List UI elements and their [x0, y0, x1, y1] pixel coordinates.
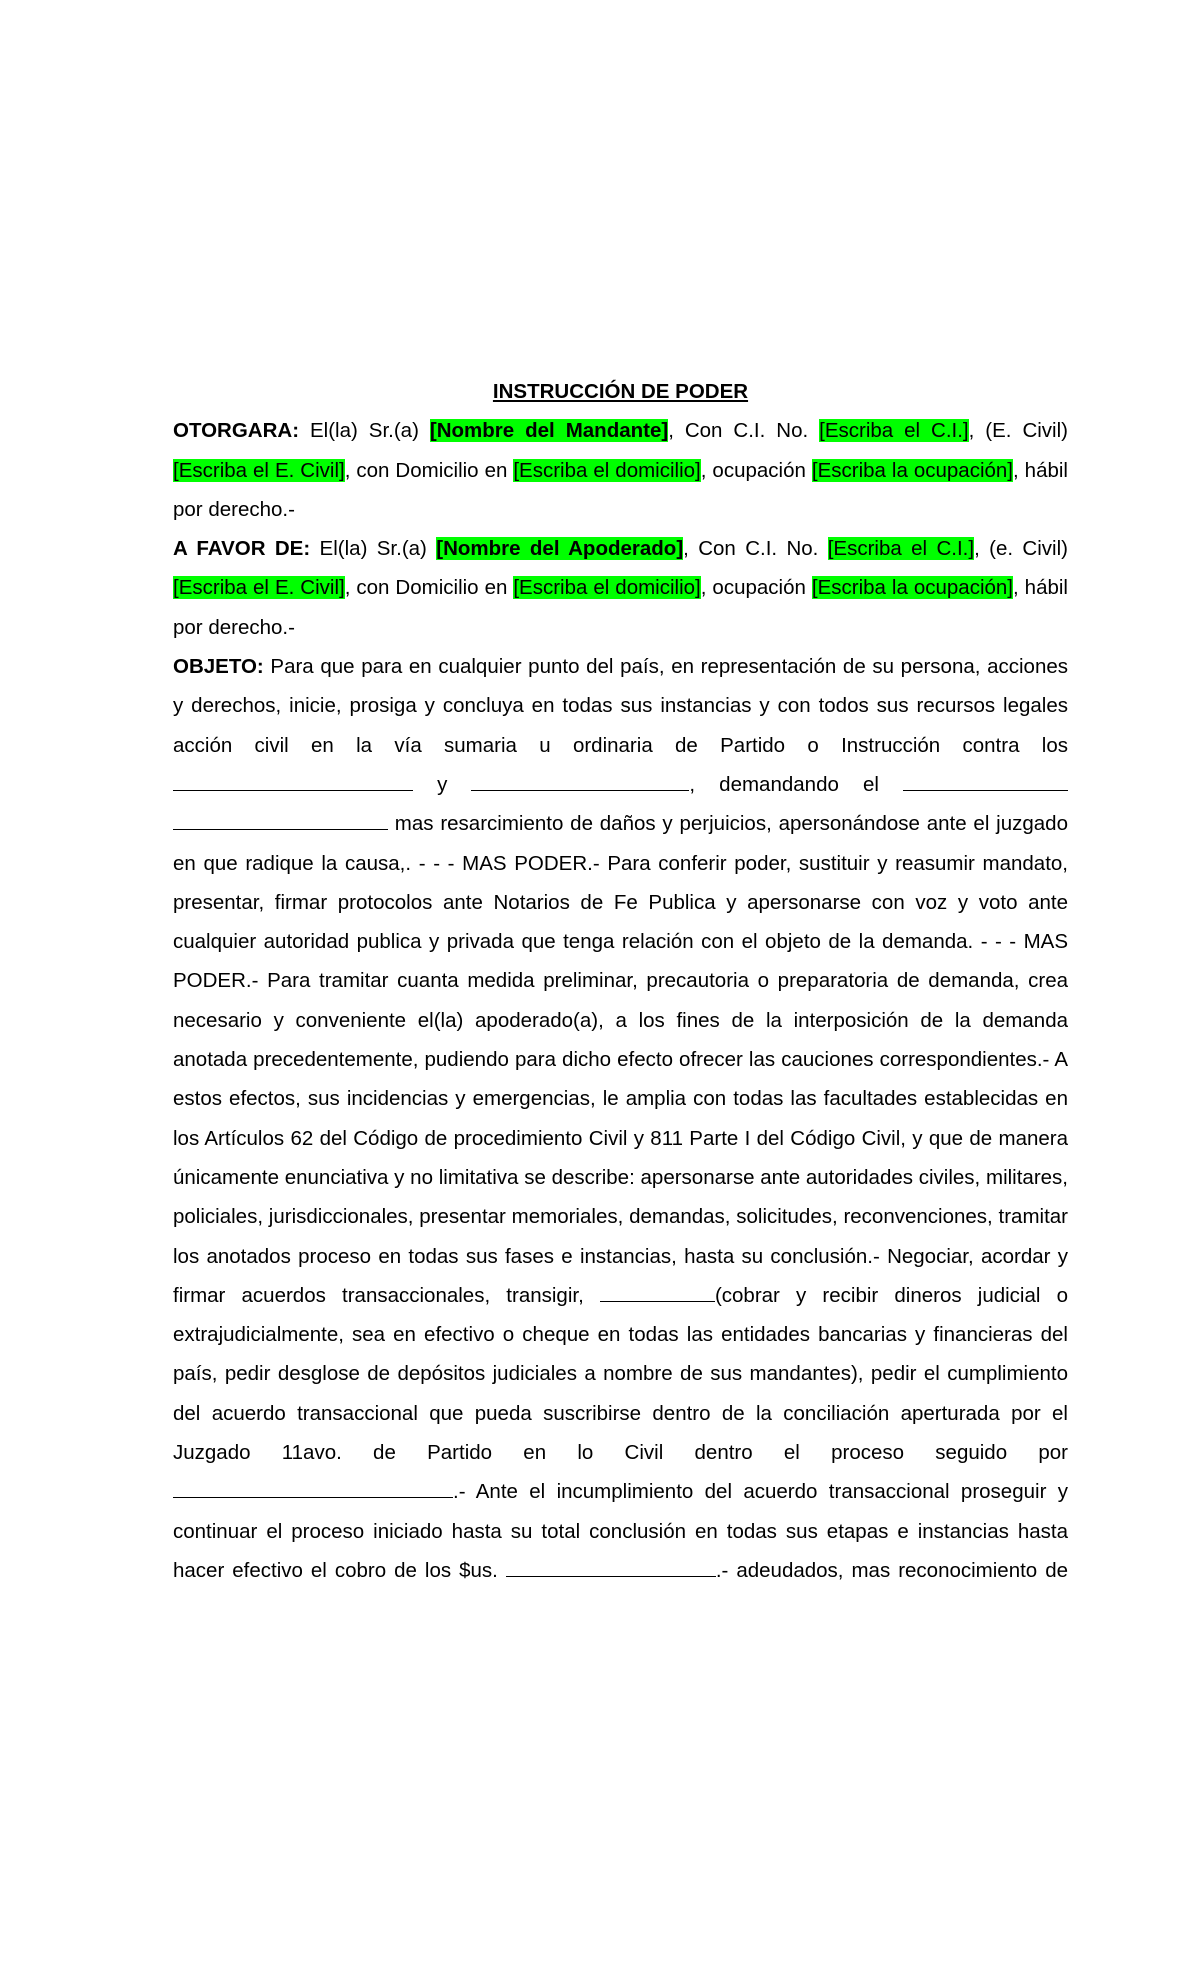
- text-run: , (E. Civil): [968, 419, 1068, 443]
- blank-demandado-2[interactable]: [471, 772, 689, 791]
- text-run: , hábil por derecho.-: [173, 576, 1068, 639]
- text-run: , Con C.I. No.: [683, 537, 828, 561]
- otorgara-label: OTORGARA:: [173, 419, 300, 443]
- otorgara-paragraph: [173, 411, 1068, 529]
- objeto-label: OBJETO:: [173, 655, 264, 679]
- mandante-civil-field[interactable]: [Escriba el E. Civil]: [173, 458, 345, 482]
- text-run: .- Ante el incumplimiento del acuerdo transaccional proseguir y continuar el proceso iniciado hasta su total conclusión en todas sus etapas e instancias hasta hacer efectivo el cobro de los $us.: [173, 1480, 1068, 1582]
- text-run: , con Domicilio en: [344, 576, 514, 600]
- apoderado-ci-field[interactable]: [Escriba el C.I.]: [827, 537, 975, 561]
- blank-transigir[interactable]: [600, 1283, 715, 1302]
- text-run: , ocupación: [700, 576, 812, 600]
- apoderado-ocupacion-field[interactable]: [Escriba la ocupación]: [811, 576, 1013, 600]
- text-run: (cobrar y recibir dineros judicial o extrajudicialmente, sea en efectivo o cheque en todas las entidades bancarias y financieras del país, pedir desglose de depósitos judiciales a nombre de sus mandantes), pedir el cumplimiento del acuerdo transaccional que pueda suscribirse dentro de la conciliación aperturada por el Juzgado 11avo. de Partido en lo Civil dentro el proceso seguido por: [173, 1283, 1068, 1465]
- blank-monto[interactable]: [506, 1558, 716, 1577]
- text-run: , hábil por derecho.-: [173, 458, 1068, 521]
- blank-demandado-1[interactable]: [173, 772, 413, 791]
- mandante-name-field[interactable]: [Nombre del Mandante]: [429, 419, 669, 443]
- favor-paragraph: [173, 529, 1068, 647]
- text-run: , con Domicilio en: [344, 458, 514, 482]
- text-run: El(la) Sr.(a): [299, 419, 430, 443]
- blank-demanda-2[interactable]: [173, 811, 388, 830]
- apoderado-name-field[interactable]: [Nombre del Apoderado]: [436, 537, 684, 561]
- blank-proceso[interactable]: [173, 1479, 453, 1498]
- text-run: El(la) Sr.(a): [310, 537, 437, 561]
- mandante-ocupacion-field[interactable]: [Escriba la ocupación]: [811, 458, 1013, 482]
- blank-demanda-1[interactable]: [903, 772, 1068, 791]
- text-run: , ocupación: [700, 458, 812, 482]
- text-run: , Con C.I. No.: [668, 419, 820, 443]
- text-run: , demandando el: [689, 772, 903, 796]
- text-run: mas resarcimiento de daños y perjuicios, apersonándose ante el juzgado en que radique la causa,. - - - MAS PODER.- Para conferir poder, sustituir y reasumir mandato, presentar, firmar protocolos ante Notarios de Fe Publica y apersonarse con voz y voto ante cualquier autoridad publica y privada que tenga relación con el objeto de la demanda. - - - MAS PODER.- Para tramitar cuanta medida preliminar, precautoria o preparatoria de demanda, crea necesario y conveniente el(la) apoderado(a), a los fines de la interposición de la demanda anotada precedentemente, pudiendo para dicho efecto ofrecer las cauciones correspondientes.- A estos efectos, sus incidencias y emergencias, le amplia con todas las facultades establecidas en los Artículos 62 del Código de procedimiento Civil y 811 Parte I del Código Civil, y que de manera únicamente enunciativa y no limitativa se describe: apersonarse ante autoridades civiles, militares, policiales, jurisdiccionales, presentar memoriales, demandas, solicitudes, reconvenciones, tramitar los anotados proceso en todas sus fases e instancias, hasta su conclusión.- Negociar, acordar y firmar acuerdos transaccionales, transigir,: [173, 812, 1068, 1307]
- apoderado-civil-field[interactable]: [Escriba el E. Civil]: [173, 576, 345, 600]
- apoderado-domicilio-field[interactable]: [Escriba el domicilio]: [513, 576, 701, 600]
- favor-label: A FAVOR DE:: [173, 537, 311, 561]
- text-run: Para que para en cualquier punto del país, en representación de su persona, acciones y derechos, inicie, prosiga y concluya en todas sus instancias y con todos sus recursos legales acción civil en la vía sumaria u ordinaria de Partido o Instrucción contra los: [173, 655, 1068, 757]
- text-run: y: [413, 772, 472, 796]
- text-run: .- adeudados, mas reconocimiento de: [715, 1558, 1068, 1582]
- document-body: [173, 372, 1068, 1590]
- mandante-domicilio-field[interactable]: [Escriba el domicilio]: [513, 458, 701, 482]
- mandante-ci-field[interactable]: [Escriba el C.I.]: [819, 419, 969, 443]
- document-title: INSTRUCCIÓN DE PODER: [492, 380, 749, 403]
- objeto-paragraph: [173, 647, 1068, 1590]
- text-run: , (e. Civil): [974, 537, 1068, 561]
